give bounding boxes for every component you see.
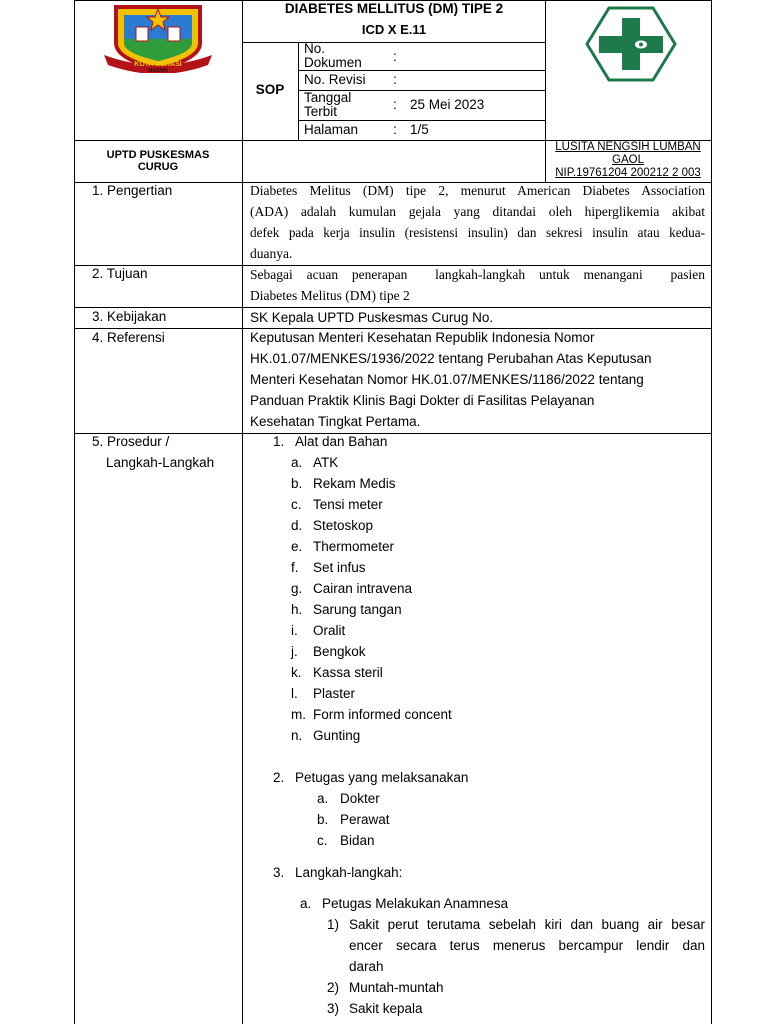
referensi-line: Keputusan Menteri Kesehatan Republik Indonesia Nomor — [250, 330, 595, 345]
list-item: Kassa steril — [313, 665, 383, 680]
list-marker: 1. — [273, 434, 285, 449]
list-item: ATK — [313, 455, 339, 470]
list-marker: g. — [291, 581, 303, 596]
puskesmas-logo — [585, 6, 677, 82]
list-item: Plaster — [313, 686, 356, 701]
list-item: Bengkok — [313, 644, 366, 659]
field-label-no-dokumen-l2: Dokumen — [304, 55, 362, 70]
langkah-title: Langkah-langkah: — [295, 865, 403, 880]
list-item: Oralit — [313, 623, 346, 638]
sop-label: SOP — [255, 82, 285, 97]
list-marker: 3. — [273, 865, 285, 880]
list-item: Rekam Medis — [313, 476, 396, 491]
document-title-line2: ICD X E.11 — [361, 22, 427, 37]
field-colon: : — [393, 49, 397, 64]
list-marker: 1) — [327, 917, 340, 932]
section-label-prosedur-l1: 5. Prosedur / — [92, 434, 170, 449]
list-marker: h. — [291, 602, 303, 617]
anamnesa-title: Petugas Melakukan Anamnesa — [322, 896, 509, 911]
list-item: Perawat — [340, 812, 390, 827]
pengertian-line: duanya. — [250, 246, 293, 261]
signer-name-line2: GAOL — [612, 154, 644, 166]
section-label-tujuan: 2. Tujuan — [92, 266, 148, 281]
list-marker: c. — [317, 833, 328, 848]
list-marker: i. — [291, 623, 298, 638]
field-colon: : — [393, 97, 397, 112]
field-colon: : — [393, 72, 397, 87]
list-marker: a. — [291, 455, 303, 470]
section-label-prosedur-l2: Langkah-Langkah — [106, 455, 215, 470]
signer-name-line1: LUSITA NENGSIH LUMBAN — [555, 141, 701, 153]
list-item: Sarung tangan — [313, 602, 402, 617]
list-marker: 3) — [327, 1001, 340, 1016]
list-item: encer secara terus menerus bercampur lendir dan — [349, 938, 705, 953]
field-value-tanggal: 25 Mei 2023 — [410, 97, 485, 112]
org-name-line2: CURUG — [137, 161, 179, 173]
list-marker: 2) — [327, 980, 340, 995]
field-label-no-revisi: No. Revisi — [304, 72, 366, 87]
field-label-halaman: Halaman — [304, 122, 359, 137]
list-item: Muntah-muntah — [349, 980, 444, 995]
list-marker: b. — [291, 476, 303, 491]
referensi-line: Panduan Praktik Klinis Bagi Dokter di Fasilitas Pelayanan — [250, 393, 595, 408]
referensi-line: Menteri Kesehatan Nomor HK.01.07/MENKES/1186/2022 tentang — [250, 372, 644, 387]
referensi-line: Kesehatan Tingkat Pertama. — [250, 414, 421, 429]
petugas-title: Petugas yang melaksanakan — [295, 770, 469, 785]
logo-motto-text: MADANI — [148, 68, 168, 73]
kota-bekasi-logo — [102, 3, 214, 73]
list-item: Thermometer — [313, 539, 395, 554]
list-item: Sakit kepala — [349, 1001, 423, 1016]
pengertian-line: (ADA) adalah kumulan gejala yang ditandai oleh hiperglikemia akibat — [250, 204, 705, 219]
section-label-kebijakan: 3. Kebijakan — [92, 309, 167, 324]
list-marker: n. — [291, 728, 303, 743]
list-marker: l. — [291, 686, 298, 701]
list-marker: j. — [291, 644, 298, 659]
list-marker: f. — [291, 560, 299, 575]
list-item: Set infus — [313, 560, 366, 575]
pengertian-line: Diabetes Melitus (DM) tipe 2, menurut American Diabetes Association — [250, 183, 705, 198]
list-marker: m. — [291, 707, 306, 722]
field-label-tanggal-l1: Tanggal — [304, 90, 352, 105]
list-marker: a. — [300, 896, 312, 911]
list-marker: k. — [291, 665, 302, 680]
org-name-line1: UPTD PUSKESMAS — [106, 149, 210, 161]
list-marker: b. — [317, 812, 329, 827]
list-marker: d. — [291, 518, 303, 533]
alat-bahan-title: Alat dan Bahan — [295, 434, 388, 449]
list-item: Sakit perut terutama sebelah kiri dan buang air besar — [349, 917, 705, 932]
list-marker: a. — [317, 791, 329, 806]
list-item: Form informed concent — [313, 707, 452, 722]
signer-nip: NIP.19761204 200212 2 003 — [555, 167, 701, 179]
list-item: darah — [349, 959, 384, 974]
list-marker: c. — [291, 497, 302, 512]
list-marker: e. — [291, 539, 303, 554]
field-value-halaman: 1/5 — [410, 122, 429, 137]
list-item: Cairan intravena — [313, 581, 413, 596]
tujuan-line: Diabetes Melitus (DM) tipe 2 — [250, 288, 410, 303]
field-colon: : — [393, 122, 397, 137]
kebijakan-text: SK Kepala UPTD Puskesmas Curug No. — [250, 310, 494, 325]
referensi-line: HK.01.07/MENKES/1936/2022 tentang Perubahan Atas Keputusan — [250, 351, 652, 366]
field-label-no-dokumen-l1: No. — [304, 41, 326, 56]
section-label-pengertian: 1. Pengertian — [92, 183, 173, 198]
logo-banner-text: KOTA BEKASI — [134, 61, 182, 68]
list-item: Bidan — [340, 833, 375, 848]
list-item: Dokter — [340, 791, 380, 806]
list-item: Gunting — [313, 728, 361, 743]
field-label-tanggal-l2: Terbit — [304, 104, 338, 119]
pengertian-line: defek pada kerja insulin (resistensi insulin) dan sekresi insulin atau kedua- — [250, 225, 705, 240]
tujuan-line: Sebagai acuan penerapan langkah-langkah untuk menangani pasien — [250, 267, 705, 282]
list-item: Stetoskop — [313, 518, 374, 533]
list-item: Tensi meter — [313, 497, 383, 512]
list-marker: 2. — [273, 770, 285, 785]
section-label-referensi: 4. Referensi — [92, 330, 165, 345]
document-title-line1: DIABETES MELLITUS (DM) TIPE 2 — [284, 1, 504, 16]
